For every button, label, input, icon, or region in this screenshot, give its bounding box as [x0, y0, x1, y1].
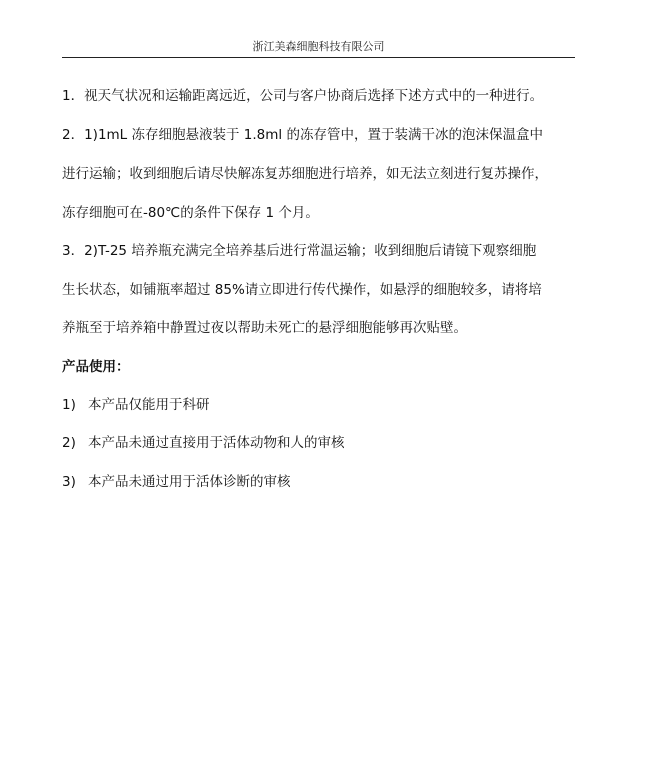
list-item-number: 1) [62, 397, 76, 413]
list-item-text: 本产品仅能用于科研 [88, 397, 210, 413]
list-item-number: 3) [62, 474, 76, 490]
header-divider [62, 57, 575, 58]
paragraph-3-line-2: 生长状态，如铺瓶率超过 85%请立即进行传代操作，如悬浮的细胞较多，请将培 [62, 282, 542, 298]
paragraph-3-line-3: 养瓶至于培养箱中静置过夜以帮助未死亡的悬浮细胞能够再次贴壁。 [62, 320, 467, 336]
list-item-text: 本产品未通过用于活体诊断的审核 [88, 474, 291, 490]
page-header-company: 浙江美森细胞科技有限公司 [252, 40, 385, 53]
product-use-heading: 产品使用： [62, 359, 130, 375]
product-use-item [62, 396, 210, 414]
paragraph-2-line-1: 2．1)1mL 冻存细胞悬液装于 1.8ml 的冻存管中，置于装满干冰的泡沫保温盒中 [62, 127, 543, 143]
list-item-text: 本产品未通过直接用于活体动物和人的审核 [88, 435, 345, 451]
product-use-item [62, 473, 291, 491]
paragraph-2-line-3: 冻存细胞可在-80℃的条件下保存 1 个月。 [62, 205, 319, 221]
paragraph-2-line-2: 进行运输；收到细胞后请尽快解冻复苏细胞进行培养，如无法立刻进行复苏操作， [62, 166, 548, 182]
paragraph-1: 1．视天气状况和运输距离远近，公司与客户协商后选择下述方式中的一种进行。 [62, 88, 544, 104]
product-use-item [62, 434, 345, 452]
list-item-number: 2) [62, 435, 76, 451]
paragraph-3-line-1: 3．2)T-25 培养瓶充满完全培养基后进行常温运输；收到细胞后请镜下观察细胞 [62, 243, 537, 259]
